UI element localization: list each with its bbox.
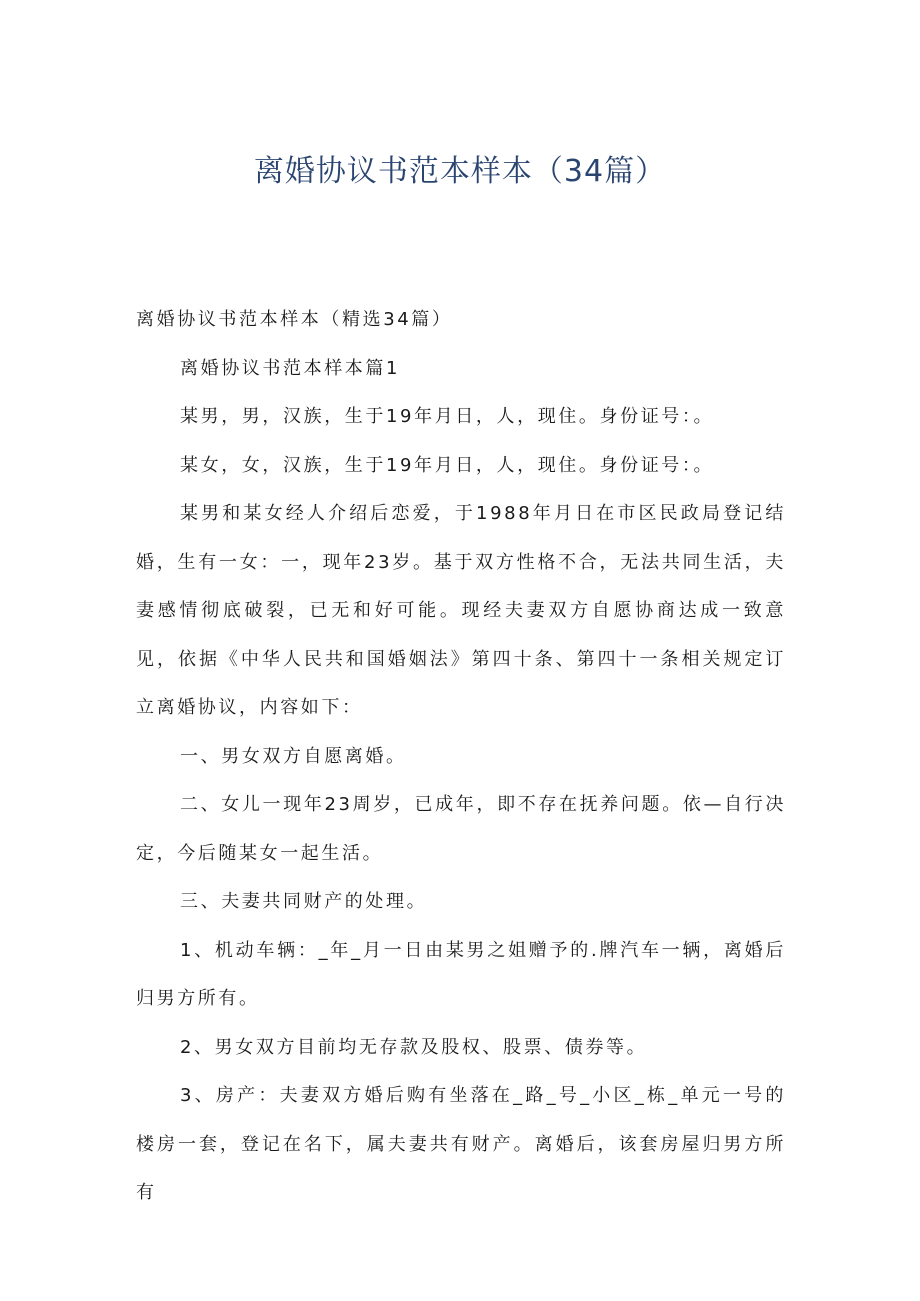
document-body <box>136 296 786 1218</box>
party-male-paragraph: 某男，男，汉族，生于19年月日，人，现住。身份证号：。 <box>180 406 715 427</box>
property-savings-paragraph: 2、男女双方目前均无存款及股权、股票、债券等。 <box>180 1036 648 1058</box>
document-title: 离婚协议书范本样本（34篇） <box>253 154 667 189</box>
clause-3-paragraph: 三、夫妻共同财产的处理。 <box>180 891 428 912</box>
background-paragraph: 某男和某女经人介绍后恋爱，于1988年月日在市区民政局登记结婚，生有一女：一，现年23岁。基于双方性格不合，无法共同生活，夫妻感情彻底破裂，已无和好可能。现经夫妻双方自愿协商达成一致意见，依据《中华人民共和国婚姻法》第四十条、第四十一条相关规定订立离婚协议，内容如下： <box>136 503 786 718</box>
subtitle-paragraph: 离婚协议书范本样本（精选34篇） <box>136 309 453 330</box>
clause-2-paragraph: 二、女儿一现年23周岁，已成年，即不存在抚养问题。依—自行决定，今后随某女一起生活。 <box>136 794 786 864</box>
property-vehicle-paragraph: 1、机动车辆：_年_月一日由某男之姐赠予的.牌汽车一辆，离婚后归男方所有。 <box>136 939 786 1009</box>
clause-1-paragraph: 一、男女双方自愿离婚。 <box>180 745 407 767</box>
property-house-paragraph: 3、房产：夫妻双方婚后购有坐落在_路_号_小区_栋_单元一号的楼房一套，登记在名下，属夫妻共有财产。离婚后，该套房屋归男方所有 <box>136 1085 786 1203</box>
party-female-paragraph: 某女，女，汉族，生于19年月日，人，现住。身份证号：。 <box>180 454 715 476</box>
section-heading: 离婚协议书范本样本篇1 <box>180 357 401 379</box>
